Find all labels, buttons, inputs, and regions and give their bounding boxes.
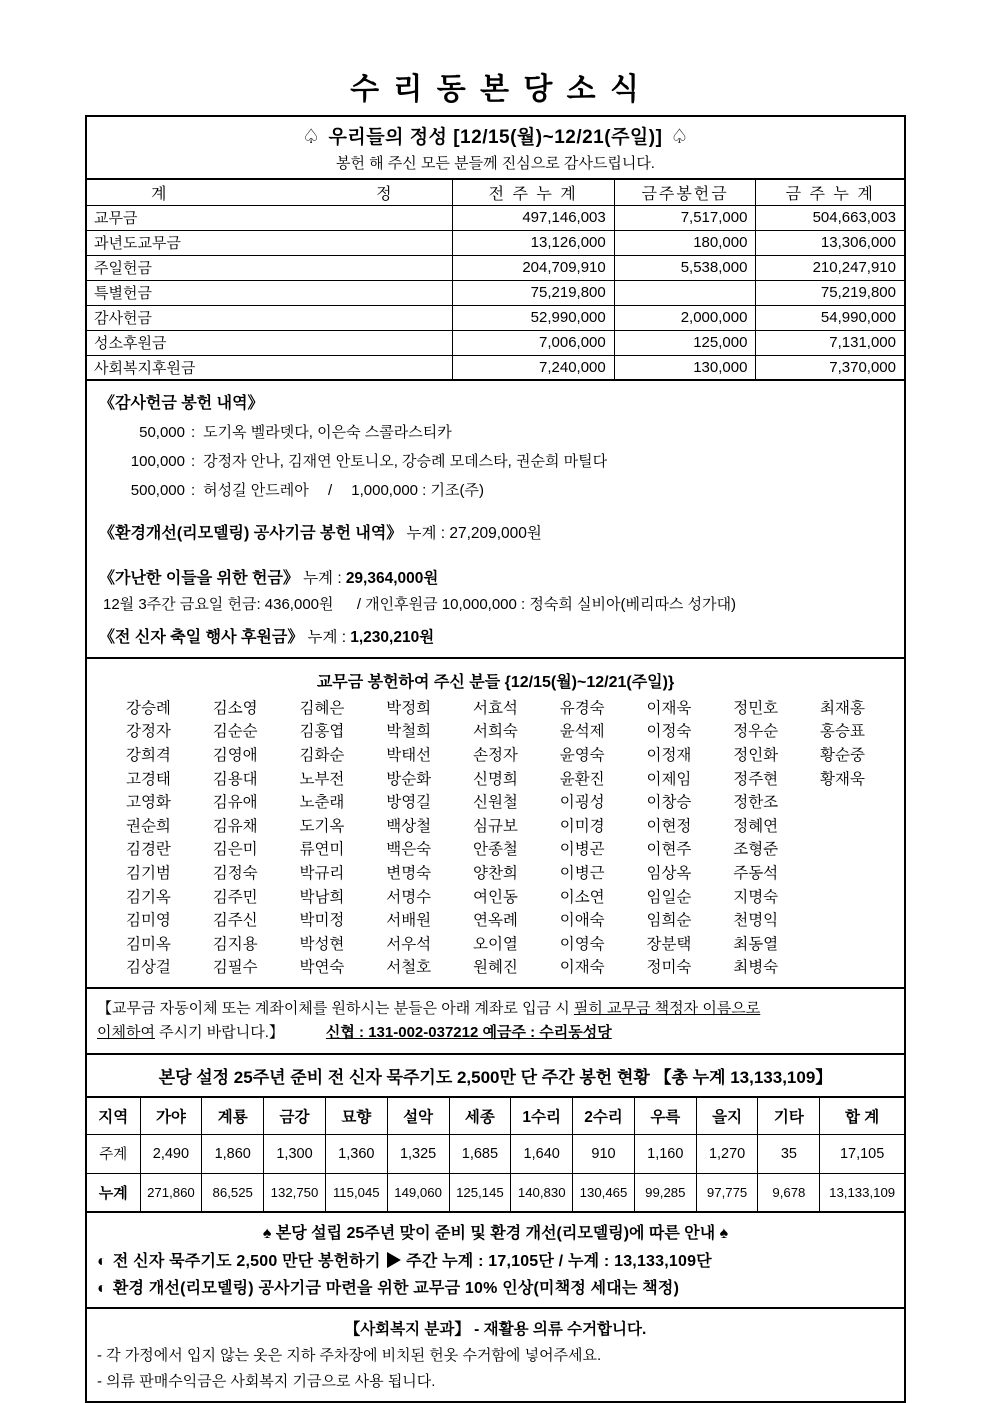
donor-name: 주동석 xyxy=(733,864,779,882)
donor-name: 윤석제 xyxy=(559,723,605,741)
colon: : xyxy=(191,453,196,470)
donor-name: 서철호 xyxy=(386,959,432,977)
column-header-prev-total: 전 주 누 계 xyxy=(452,179,614,205)
donor-name: 서효석 xyxy=(472,699,518,717)
donor-name: 김소영 xyxy=(212,699,258,717)
donor-name: 양찬희 xyxy=(472,864,518,882)
row-label: 성소후원금 xyxy=(86,330,452,355)
table-row xyxy=(105,931,886,955)
donor-name: 고영화 xyxy=(125,794,171,812)
donor-name: 김순순 xyxy=(212,723,258,741)
donor-name: 정한조 xyxy=(733,794,779,812)
cell-value: 13,133,109 xyxy=(820,1173,905,1212)
feast-fund-line xyxy=(99,624,892,647)
donor-name: 손정자 xyxy=(472,746,518,764)
donor-name: 김용대 xyxy=(212,770,258,788)
donor-name: 이영숙 xyxy=(559,935,605,953)
donor-name: 강희격 xyxy=(125,746,171,764)
donor-name: 심규보 xyxy=(472,817,518,835)
cell-value: 1,270 xyxy=(696,1134,758,1173)
donor-names: 강정자 안나, 김재연 안토니오, 강승례 모데스타, 권순희 마틸다 xyxy=(203,453,608,470)
remodel-fund-title: 《환경개선(리모델링) 공사기금 봉헌 내역》 xyxy=(99,525,403,542)
week-offering-value: 5,538,000 xyxy=(614,255,756,280)
week-offering-value: 125,000 xyxy=(614,330,756,355)
donor-name: 이미경 xyxy=(559,817,605,835)
thanks-detail-title: 《감사헌금 봉헌 내역》 xyxy=(99,395,264,412)
row-label: 과년도교무금 xyxy=(86,230,452,255)
column-header: 2수리 xyxy=(573,1097,635,1134)
donor-name: 김필수 xyxy=(212,959,258,977)
poor-fund-total: 29,364,000원 xyxy=(345,570,439,587)
donor-name: 임일순 xyxy=(646,888,692,906)
donor-name: 김정숙 xyxy=(212,864,258,882)
table-row xyxy=(105,766,886,790)
donor-name: 박남희 xyxy=(299,888,345,906)
donor-name: 김미영 xyxy=(125,912,171,930)
announcement-title xyxy=(97,1220,894,1243)
column-header: 지역 xyxy=(86,1097,140,1134)
column-header: 우륵 xyxy=(634,1097,696,1134)
donor-name: 김유채 xyxy=(212,817,258,835)
week-total-value: 210,247,910 xyxy=(756,255,905,280)
amount: 500,000 xyxy=(130,482,185,499)
donor-name: 최병숙 xyxy=(733,959,779,977)
week-offering-value: 2,000,000 xyxy=(614,305,756,330)
column-header: 금강 xyxy=(264,1097,326,1134)
donor-name: 오이열 xyxy=(472,935,518,953)
welfare-title: 【사회복지 분과】 - 재활용 의류 수거합니다. xyxy=(344,1321,647,1339)
offering-header-box xyxy=(85,115,906,180)
table-row xyxy=(105,837,886,861)
notice-text: 【교무금 자동이체 또는 계좌이체를 원하시는 분들은 아래 계좌로 입금 시 xyxy=(97,1000,574,1018)
donor-name: 황순중 xyxy=(820,746,865,764)
donor-name: 여인동 xyxy=(472,888,518,906)
donor-name: 황재욱 xyxy=(820,770,865,788)
cell-value: 149,060 xyxy=(387,1173,449,1212)
donor-name: 조형준 xyxy=(733,841,779,859)
table-row xyxy=(105,789,886,813)
donor-name: 박연숙 xyxy=(299,959,345,977)
donor-name: 이굉성 xyxy=(559,794,605,812)
row-label: 주일헌금 xyxy=(86,255,452,280)
thanks-detail-line xyxy=(117,479,892,500)
column-header: 합 계 xyxy=(820,1097,905,1134)
donor-name: 이병곤 xyxy=(559,841,605,859)
announcement-item xyxy=(97,1248,894,1271)
poor-fund-title: 《가난한 이들을 위한 헌금》 xyxy=(99,570,299,587)
thanks-detail-line xyxy=(117,450,892,471)
colon: : xyxy=(191,482,196,499)
column-header: 묘향 xyxy=(325,1097,387,1134)
donor-name: 김혜은 xyxy=(299,699,345,717)
region-header-row xyxy=(86,1097,905,1134)
cell-value: 132,750 xyxy=(264,1173,326,1212)
donors-title: 교무금 봉헌하여 주신 분들 {12/15(월)~12/21(주일)} xyxy=(316,674,675,691)
donor-name: 백은숙 xyxy=(386,841,432,859)
donor-names: 허성길 안드레아 / 1,000,000 : 기조(주) xyxy=(203,482,484,499)
donor-name: 김홍엽 xyxy=(299,723,345,741)
half-circle-bullet-icon: ◐ xyxy=(97,1280,107,1298)
offering-header-subtitle: 봉헌 해 주신 모든 분들께 진심으로 감사드립니다. xyxy=(336,155,655,172)
donor-name: 이현정 xyxy=(646,817,692,835)
donor-name: 이재욱 xyxy=(646,699,692,717)
donor-name xyxy=(799,884,886,908)
donor-name xyxy=(799,860,886,884)
poor-fund-line xyxy=(99,565,892,588)
announcement-box xyxy=(85,1211,906,1309)
donor-name: 이창승 xyxy=(646,794,692,812)
table-row xyxy=(86,1134,905,1173)
prev-total-value: 204,709,910 xyxy=(452,255,614,280)
donor-name: 김상걸 xyxy=(125,959,171,977)
week-total-value: 7,370,000 xyxy=(756,355,905,380)
notice-underlined-text: 이체하여 xyxy=(97,1024,155,1042)
column-header-account xyxy=(86,179,452,205)
donor-name: 최재홍 xyxy=(820,699,865,717)
cell-value: 86,525 xyxy=(202,1173,264,1212)
week-offering-value: 7,517,000 xyxy=(614,205,756,230)
donor-name: 정인화 xyxy=(733,746,779,764)
donor-name: 유경숙 xyxy=(559,699,605,717)
announcement-item-text: 전 신자 묵주기도 2,500 만단 봉헌하기 ▶ 주간 누계 : 17,105단 / 누계 : 13,133,109단 xyxy=(112,1253,712,1271)
donor-name xyxy=(799,907,886,931)
donor-name: 홍승표 xyxy=(820,723,865,741)
table-row xyxy=(105,884,886,908)
donor-name: 윤영숙 xyxy=(559,746,605,764)
donor-name: 방영길 xyxy=(386,794,432,812)
notice-text: 주시기 바랍니다.】 xyxy=(154,1024,284,1042)
donor-name: 정우순 xyxy=(733,723,779,741)
announcement-item xyxy=(97,1275,894,1298)
column-header-week-offering: 금주봉헌금 xyxy=(614,179,756,205)
column-header-week-total: 금 주 누 계 xyxy=(756,179,905,205)
donor-name: 이정숙 xyxy=(646,723,692,741)
donor-name: 박규리 xyxy=(299,864,345,882)
prev-total-value: 7,240,000 xyxy=(452,355,614,380)
transfer-notice-box xyxy=(85,987,906,1055)
cell-value: 1,685 xyxy=(449,1134,511,1173)
donor-name: 이애숙 xyxy=(559,912,605,930)
row-label: 특별헌금 xyxy=(86,280,452,305)
column-header: 세종 xyxy=(449,1097,511,1134)
transfer-notice-line1 xyxy=(97,997,894,1021)
donor-name: 서명수 xyxy=(386,888,432,906)
page-title: 수 리 동 본 당 소 식 xyxy=(350,73,642,106)
donor-name: 박태선 xyxy=(386,746,432,764)
donor-name: 이제임 xyxy=(646,770,692,788)
notice-underlined-text: 필히 교무금 책정자 이름으로 xyxy=(573,1000,761,1018)
donor-name xyxy=(799,955,886,979)
week-offering-value xyxy=(614,280,756,305)
row-label: 감사헌금 xyxy=(86,305,452,330)
cell-value: 1,640 xyxy=(511,1134,573,1173)
week-offering-value: 130,000 xyxy=(614,355,756,380)
donor-name: 장분택 xyxy=(646,935,692,953)
week-total-value: 504,663,003 xyxy=(756,205,905,230)
week-offering-value: 180,000 xyxy=(614,230,756,255)
donor-name: 변명숙 xyxy=(386,864,432,882)
donor-name: 김주신 xyxy=(212,912,258,930)
transfer-notice-line2 xyxy=(97,1021,894,1045)
week-total-value: 7,131,000 xyxy=(756,330,905,355)
donor-name: 정주현 xyxy=(733,770,779,788)
donor-name: 방순화 xyxy=(386,770,432,788)
donor-name: 이재숙 xyxy=(559,959,605,977)
cell-value: 140,830 xyxy=(511,1173,573,1212)
table-row xyxy=(105,695,886,719)
donors-box xyxy=(85,657,906,989)
donor-name: 이소연 xyxy=(559,888,605,906)
donor-name: 윤환진 xyxy=(559,770,605,788)
donor-name: 서배원 xyxy=(386,912,432,930)
table-row xyxy=(86,330,905,355)
donor-name: 김지용 xyxy=(212,935,258,953)
feast-fund-total: 1,230,210원 xyxy=(350,629,435,646)
donor-name: 이병근 xyxy=(559,864,605,882)
donor-name: 노부전 xyxy=(299,770,345,788)
donor-name: 이정재 xyxy=(646,746,692,764)
cell-value: 1,300 xyxy=(264,1134,326,1173)
cell-value: 97,775 xyxy=(696,1173,758,1212)
donor-name: 지명숙 xyxy=(733,888,779,906)
donor-name: 도기옥 xyxy=(299,817,345,835)
donor-name: 이현주 xyxy=(646,841,692,859)
donor-name xyxy=(799,931,886,955)
column-header: 계룡 xyxy=(202,1097,264,1134)
donor-name: 신명희 xyxy=(472,770,518,788)
cell-value: 17,105 xyxy=(820,1134,905,1173)
spade-filled-icon: ♠ xyxy=(719,1225,729,1243)
donor-name: 최동열 xyxy=(733,935,779,953)
donor-name: 김경란 xyxy=(125,841,171,859)
row-label: 누계 xyxy=(86,1173,140,1212)
column-header: 가야 xyxy=(140,1097,202,1134)
announcement-item-text: 환경 개선(리모델링) 공사기금 마련을 위한 교무금 10% 인상(미책정 세대는 책정) xyxy=(112,1280,680,1298)
donor-name: 노춘래 xyxy=(299,794,345,812)
donor-name: 김기범 xyxy=(125,864,171,882)
table-row xyxy=(105,719,886,743)
donor-name: 김유애 xyxy=(212,794,258,812)
header-jeong: 정 xyxy=(376,185,392,203)
table-row xyxy=(105,742,886,766)
table-row xyxy=(105,813,886,837)
donor-name: 박미정 xyxy=(299,912,345,930)
donor-name: 고경태 xyxy=(125,770,171,788)
donor-name: 박철희 xyxy=(386,723,432,741)
column-header: 1수리 xyxy=(511,1097,573,1134)
donor-name: 신원철 xyxy=(472,794,518,812)
prev-total-value: 52,990,000 xyxy=(452,305,614,330)
header-gye: 계 xyxy=(151,185,167,203)
cell-value: 125,145 xyxy=(449,1173,511,1212)
prev-total-value: 75,219,800 xyxy=(452,280,614,305)
prev-total-value: 7,006,000 xyxy=(452,330,614,355)
donor-name: 김미옥 xyxy=(125,935,171,953)
donor-name xyxy=(799,837,886,861)
poor-fund-detail: 12월 3주간 금요일 헌금: 436,000원 / 개인후원금 10,000,000 : 정숙희 실비아(베리따스 성가대) xyxy=(103,596,737,613)
table-row xyxy=(105,860,886,884)
donor-name: 천명익 xyxy=(733,912,779,930)
donors-table xyxy=(105,695,886,978)
table-row xyxy=(86,355,905,380)
table-row xyxy=(86,255,905,280)
week-total-value: 13,306,000 xyxy=(756,230,905,255)
table-row xyxy=(86,205,905,230)
remodel-fund-total: 누계 : 27,209,000원 xyxy=(406,525,542,542)
table-row xyxy=(86,305,905,330)
column-header: 기타 xyxy=(758,1097,820,1134)
table-row xyxy=(86,230,905,255)
bulletin-content xyxy=(85,115,906,1403)
cell-value: 1,325 xyxy=(387,1134,449,1173)
offering-table xyxy=(85,178,906,381)
donor-name xyxy=(799,789,886,813)
poor-fund-suffix: 누계 : xyxy=(303,570,342,587)
donor-names: 도기옥 벨라뎃다, 이은숙 스콜라스티카 xyxy=(203,424,452,441)
donor-name: 김은미 xyxy=(212,841,258,859)
table-row xyxy=(105,907,886,931)
row-label: 교무금 xyxy=(86,205,452,230)
thanks-detail-line xyxy=(117,421,892,442)
cell-value: 271,860 xyxy=(140,1173,202,1212)
prev-total-value: 13,126,000 xyxy=(452,230,614,255)
cell-value: 115,045 xyxy=(325,1173,387,1212)
cell-value: 910 xyxy=(573,1134,635,1173)
cell-value: 1,360 xyxy=(325,1134,387,1173)
donor-name: 서희숙 xyxy=(472,723,518,741)
cell-value: 99,285 xyxy=(634,1173,696,1212)
amount: 100,000 xyxy=(130,453,185,470)
welfare-line: - 각 가정에서 입지 않는 옷은 지하 주차장에 비치된 헌옷 수거함에 넣어주세요. xyxy=(97,1347,602,1365)
donor-name: 강승례 xyxy=(125,699,171,717)
cell-value: 1,860 xyxy=(202,1134,264,1173)
donor-name: 백상철 xyxy=(386,817,432,835)
donor-name: 원혜진 xyxy=(472,959,518,977)
week-total-value: 54,990,000 xyxy=(756,305,905,330)
donor-name: 박성현 xyxy=(299,935,345,953)
cell-value: 1,160 xyxy=(634,1134,696,1173)
feast-fund-title: 《전 신자 축일 행사 후원금》 xyxy=(99,629,304,646)
remodel-fund-line xyxy=(99,520,892,543)
table-row xyxy=(86,280,905,305)
offering-table-header-row xyxy=(86,179,905,205)
donor-name: 안종철 xyxy=(472,841,518,859)
donor-name: 정민호 xyxy=(733,699,779,717)
donor-name xyxy=(799,813,886,837)
column-header: 설악 xyxy=(387,1097,449,1134)
donor-name: 정혜연 xyxy=(733,817,779,835)
donor-name: 김기옥 xyxy=(125,888,171,906)
offering-header-title xyxy=(87,117,904,149)
donor-name: 임상옥 xyxy=(646,864,692,882)
donor-name: 김화순 xyxy=(299,746,345,764)
account-number: 신협 : 131-002-037212 예금주 : 수리동성당 xyxy=(325,1024,612,1042)
spade-outline-icon: ♤ xyxy=(670,126,689,148)
welfare-line: - 의류 판매수익금은 사회복지 기금으로 사용 됩니다. xyxy=(97,1373,436,1391)
column-header: 을지 xyxy=(696,1097,758,1134)
rosary-header-box: 본당 설정 25주년 준비 전 신자 묵주기도 2,500만 단 주간 봉헌 현황 【총 누계 13,133,109】 xyxy=(85,1053,906,1098)
spade-outline-icon: ♤ xyxy=(302,126,321,148)
colon: : xyxy=(191,424,196,441)
table-row xyxy=(105,955,886,979)
welfare-box xyxy=(85,1307,906,1403)
donor-name: 서우석 xyxy=(386,935,432,953)
cell-value: 130,465 xyxy=(573,1173,635,1212)
donor-name: 연옥례 xyxy=(472,912,518,930)
offering-detail-box xyxy=(85,379,906,659)
table-row xyxy=(86,1173,905,1212)
feast-fund-suffix: 누계 : xyxy=(307,629,347,646)
cell-value: 9,678 xyxy=(758,1173,820,1212)
donor-name: 김영애 xyxy=(212,746,258,764)
cell-value: 35 xyxy=(758,1134,820,1173)
row-label: 주계 xyxy=(86,1134,140,1173)
spade-filled-icon: ♠ xyxy=(262,1225,272,1243)
rosary-region-table xyxy=(85,1096,906,1213)
announcement-title-text: 본당 설립 25주년 맞이 준비 및 환경 개선(리모델링)에 따른 안내 xyxy=(275,1225,716,1243)
donor-name: 박정희 xyxy=(386,699,432,717)
offering-period-title: 우리들의 정성 [12/15(월)~12/21(주일)] xyxy=(328,127,663,148)
donor-name: 정미숙 xyxy=(646,959,692,977)
week-total-value: 75,219,800 xyxy=(756,280,905,305)
donor-name: 임희순 xyxy=(646,912,692,930)
donor-name: 강정자 xyxy=(125,723,171,741)
half-circle-bullet-icon: ◐ xyxy=(97,1253,107,1271)
prev-total-value: 497,146,003 xyxy=(452,205,614,230)
donor-name: 류연미 xyxy=(299,841,345,859)
donor-name: 김주민 xyxy=(212,888,258,906)
amount: 50,000 xyxy=(139,424,185,441)
cell-value: 2,490 xyxy=(140,1134,202,1173)
row-label: 사회복지후원금 xyxy=(86,355,452,380)
donor-name: 권순희 xyxy=(125,817,171,835)
